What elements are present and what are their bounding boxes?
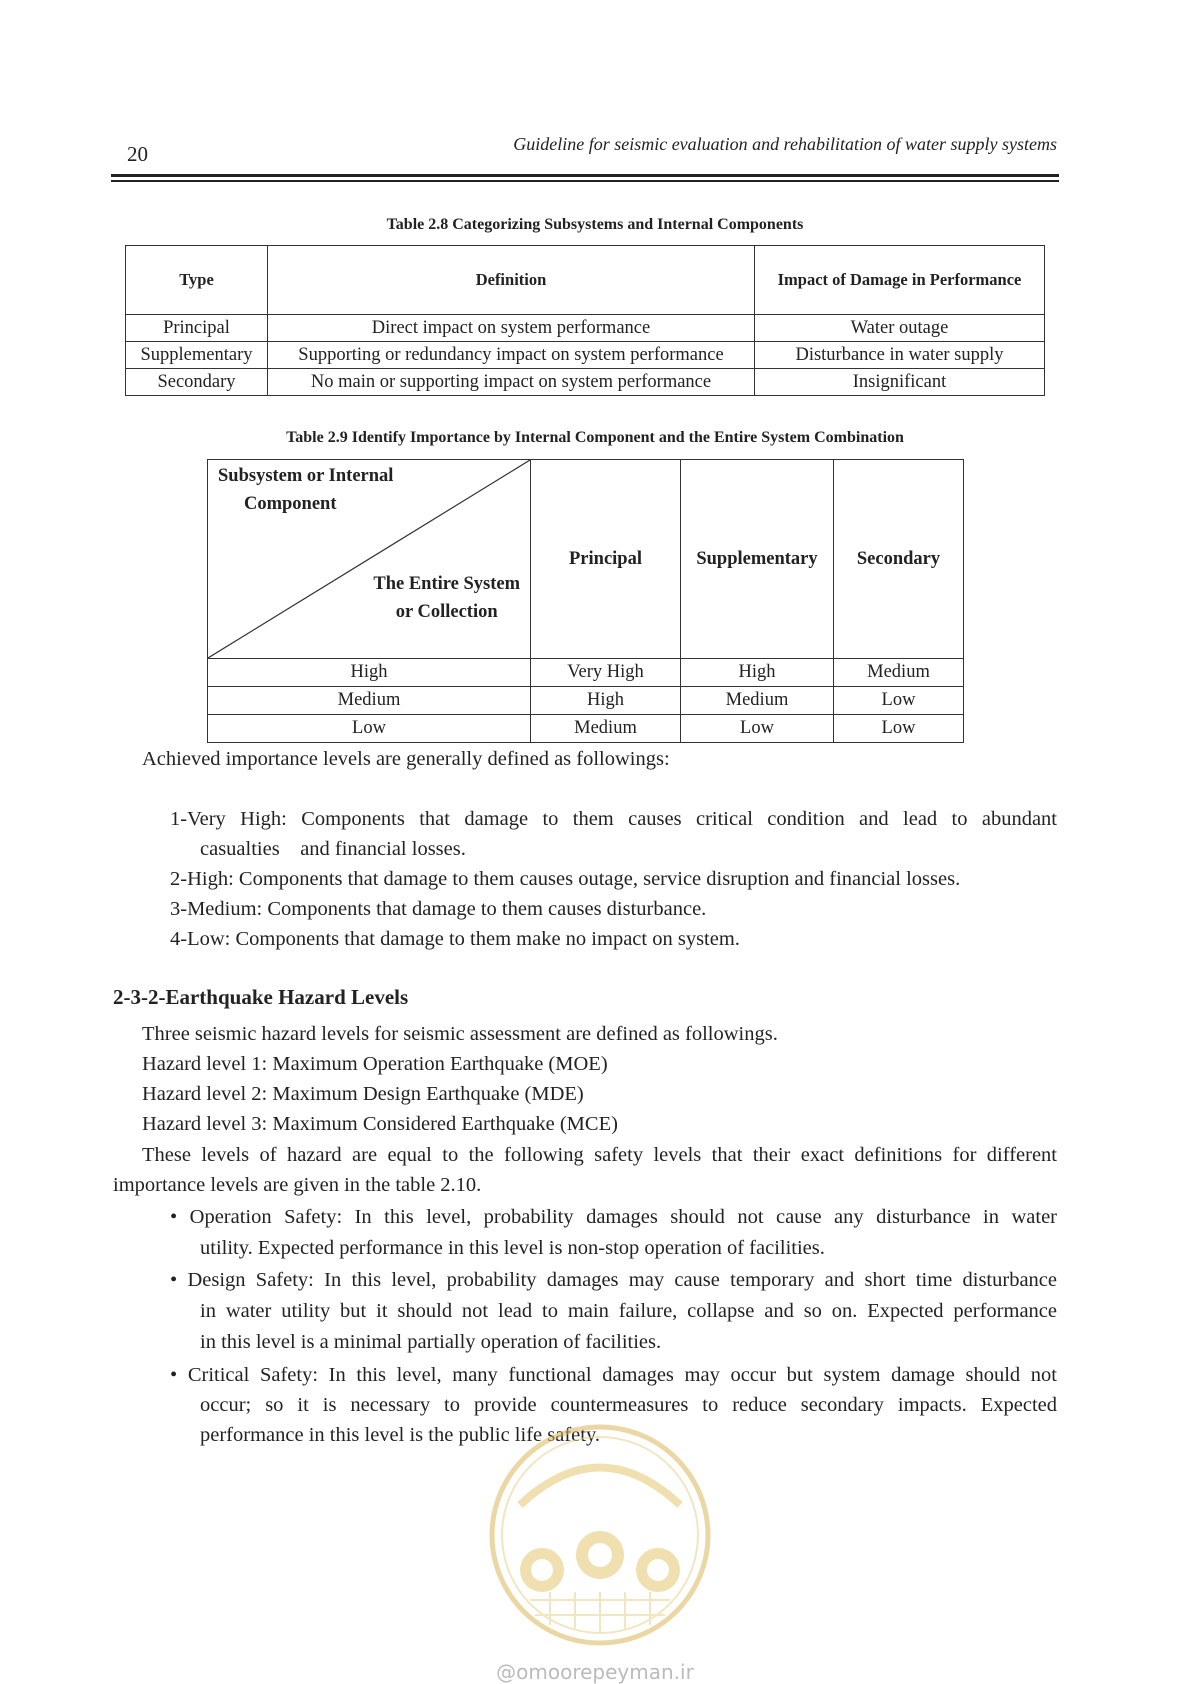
- table-cell: Medium: [681, 687, 834, 715]
- table-header-row: [208, 460, 964, 659]
- bullet-design-line1: • Design Safety: In this level, probability damages may cause temporary and short time disturbance: [170, 1269, 1057, 1291]
- table-cell: Very High: [531, 659, 681, 687]
- bullet-operation-line2: utility. Expected performance in this level is non-stop operation of facilities.: [200, 1237, 825, 1259]
- importance-item-2: 2-High: Components that damage to them causes outage, service disruption and financial losses.: [170, 868, 961, 890]
- hazard-level-3: Hazard level 3: Maximum Considered Earthquake (MCE): [142, 1113, 618, 1135]
- hazard-intro: Three seismic hazard levels for seismic assessment are defined as followings.: [142, 1023, 778, 1045]
- equal-paragraph-line2: importance levels are given in the table 2.10.: [113, 1174, 482, 1196]
- table-2-8: [125, 245, 1045, 396]
- bullet-operation-line1: • Operation Safety: In this level, probability damages should not cause any disturbance in water: [170, 1206, 1057, 1228]
- table-row: [208, 715, 964, 743]
- table-row: [126, 315, 1045, 342]
- table-cell: Medium: [208, 687, 531, 715]
- column-header-supplementary: Supplementary: [681, 460, 834, 659]
- section-heading: 2-3-2-Earthquake Hazard Levels: [113, 985, 409, 1009]
- header-rule-thin: [111, 180, 1059, 182]
- table-cell: High: [681, 659, 834, 687]
- importance-item-1-line2: casualties and financial losses.: [200, 838, 466, 860]
- running-header: Guideline for seismic evaluation and rehabilitation of water supply systems: [513, 134, 1057, 154]
- table-cell: Low: [834, 687, 964, 715]
- diagonal-corner-cell: [208, 460, 531, 659]
- table-cell: Insignificant: [755, 369, 1045, 396]
- table-cell: Low: [834, 715, 964, 743]
- column-header-secondary: Secondary: [834, 460, 964, 659]
- corner-label-system: [373, 570, 520, 626]
- intro-line: Achieved importance levels are generally defined as followings:: [142, 748, 670, 770]
- table-2-9-caption: Table 2.9 Identify Importance by Internal Component and the Entire System Combination: [286, 429, 904, 446]
- table-cell: Supplementary: [126, 342, 268, 369]
- equal-paragraph-line1: These levels of hazard are equal to the following safety levels that their exact definitions for different: [142, 1144, 1057, 1166]
- hazard-level-2: Hazard level 2: Maximum Design Earthquake (MDE): [142, 1083, 584, 1105]
- table-cell: Direct impact on system performance: [268, 315, 755, 342]
- watermark-seal-icon: [480, 1420, 720, 1650]
- table-cell: Medium: [834, 659, 964, 687]
- table-cell: Water outage: [755, 315, 1045, 342]
- table-row: [208, 659, 964, 687]
- table-header-row: [126, 246, 1045, 315]
- column-header-principal: Principal: [531, 460, 681, 659]
- table-cell: Disturbance in water supply: [755, 342, 1045, 369]
- hazard-level-1: Hazard level 1: Maximum Operation Earthquake (MOE): [142, 1053, 608, 1075]
- bullet-critical-line3: performance in this level is the public life safety.: [200, 1424, 600, 1446]
- bullet-design-line3: in this level is a minimal partially operation of facilities.: [200, 1331, 662, 1353]
- page-number: 20: [127, 142, 148, 166]
- table-cell: No main or supporting impact on system performance: [268, 369, 755, 396]
- corner-top-line1: Subsystem or Internal: [218, 466, 394, 486]
- watermark-url: @omoorepeyman.ir: [496, 1660, 694, 1684]
- corner-label-subsystem: [218, 462, 393, 518]
- bullet-critical-line1: • Critical Safety: In this level, many functional damages may occur but system damage should not: [170, 1364, 1057, 1386]
- column-header-impact: Impact of Damage in Performance: [755, 246, 1045, 315]
- table-row: [126, 369, 1045, 396]
- column-header-type: Type: [126, 246, 268, 315]
- table-2-9: [207, 459, 964, 743]
- table-2-8-caption: Table 2.8 Categorizing Subsystems and Internal Components: [386, 216, 804, 233]
- header-rule-thick: [111, 174, 1059, 177]
- table-row: [208, 687, 964, 715]
- corner-top-line2: Component: [244, 494, 337, 514]
- table-cell: High: [531, 687, 681, 715]
- importance-item-1-line1: 1-Very High: Components that damage to them causes critical condition and lead to abundant: [170, 808, 1057, 830]
- table-cell: Low: [681, 715, 834, 743]
- table-cell: High: [208, 659, 531, 687]
- table-cell: Principal: [126, 315, 268, 342]
- bullet-design-line2: in water utility but it should not lead to main failure, collapse and so on. Expected performance: [200, 1300, 1057, 1322]
- importance-item-3: 3-Medium: Components that damage to them causes disturbance.: [170, 898, 707, 920]
- table-cell: Supporting or redundancy impact on system performance: [268, 342, 755, 369]
- column-header-definition: Definition: [268, 246, 755, 315]
- table-row: [126, 342, 1045, 369]
- importance-item-4: 4-Low: Components that damage to them make no impact on system.: [170, 928, 740, 950]
- table-cell: Secondary: [126, 369, 268, 396]
- table-cell: Medium: [531, 715, 681, 743]
- table-cell: Low: [208, 715, 531, 743]
- bullet-critical-line2: occur; so it is necessary to provide countermeasures to reduce secondary impacts. Expected: [200, 1394, 1057, 1416]
- corner-bottom-line2: or Collection: [395, 602, 498, 622]
- corner-bottom-line1: The Entire System: [373, 574, 520, 594]
